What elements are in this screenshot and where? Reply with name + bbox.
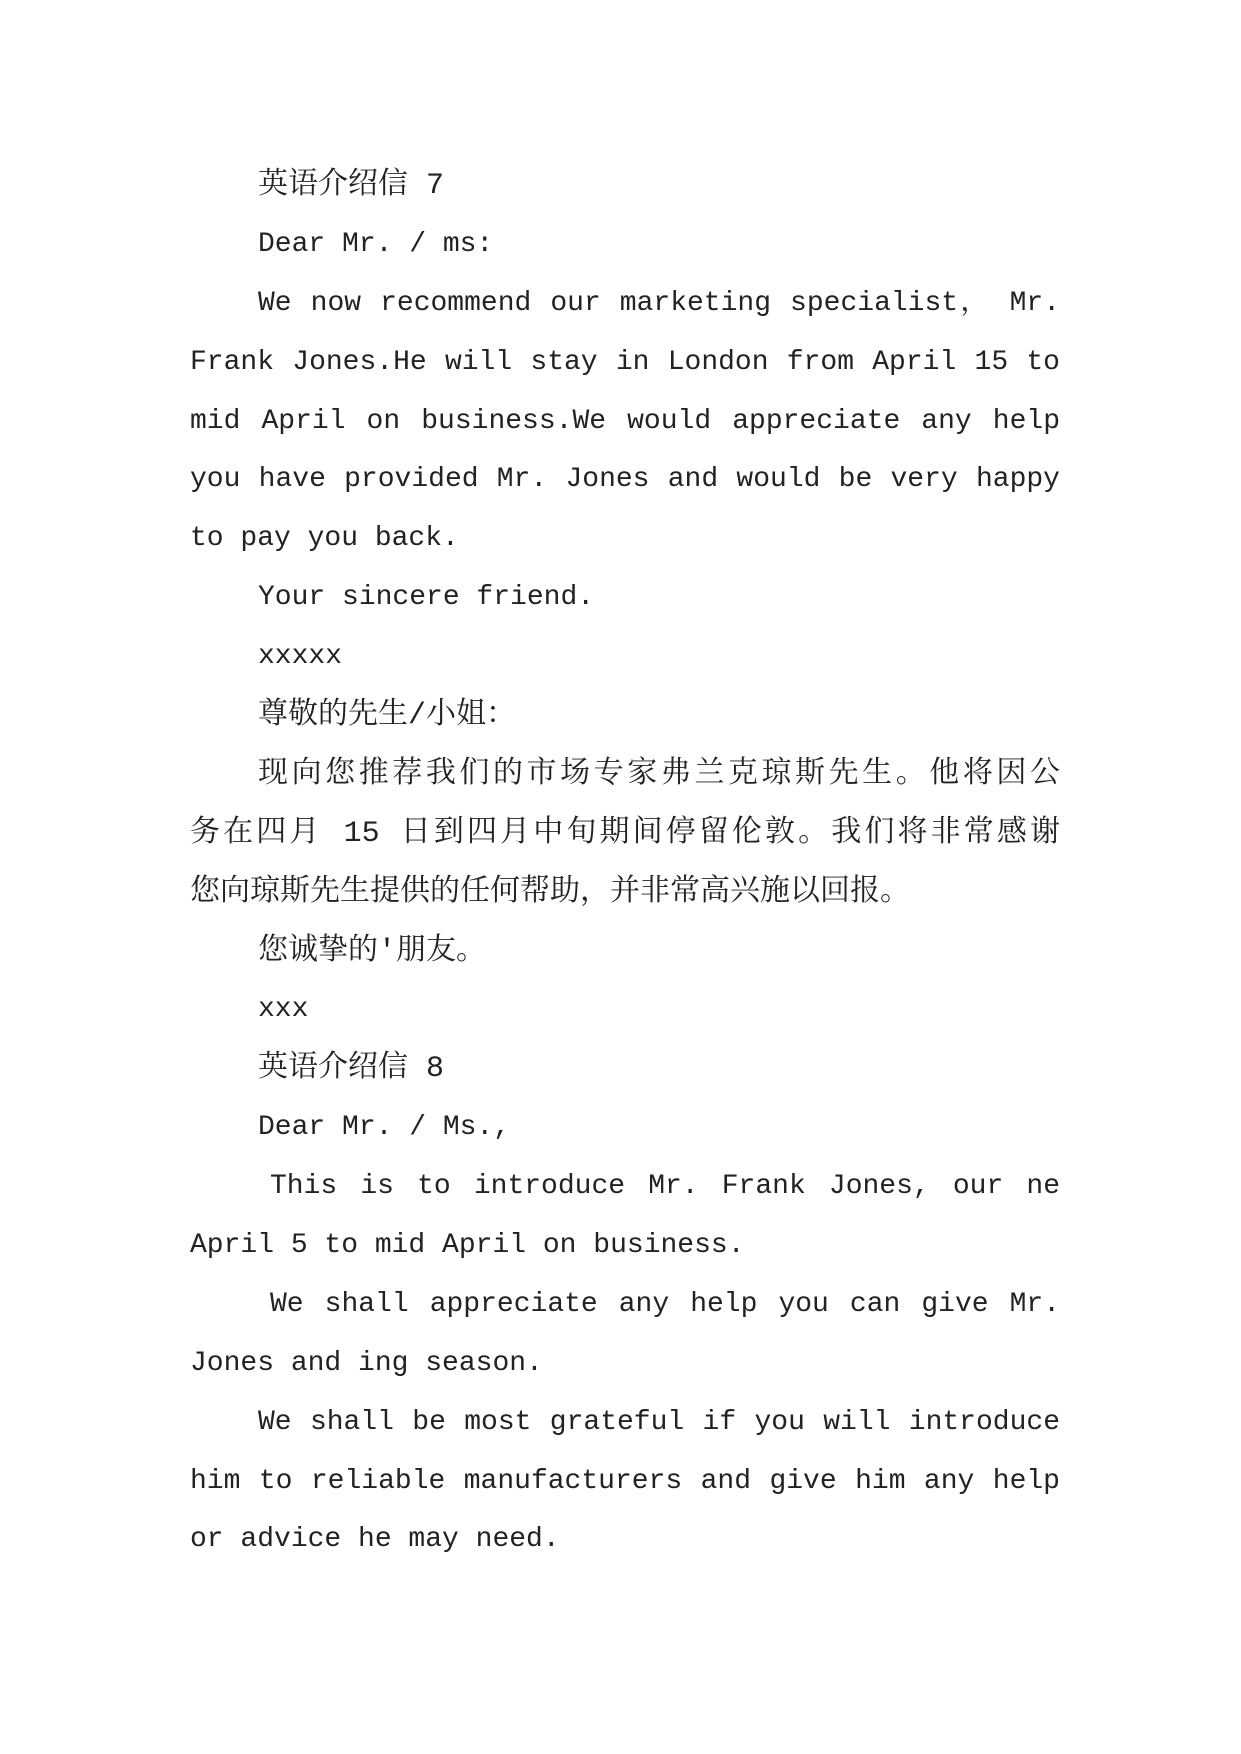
- letter-7-english-closing: Your sincere friend.: [258, 582, 595, 614]
- letter-7-heading: 英语介绍信 7: [258, 169, 445, 203]
- letter-8-heading: 英语介绍信 8: [258, 1052, 445, 1087]
- letter-8-body-line: We shall be most grateful if you will introduce: [258, 1406, 1060, 1438]
- text-column: [190, 157, 1060, 1570]
- letter-7-english-body-line: mid April on business.We would appreciate any help: [190, 405, 1060, 437]
- letter-8-body-line: him to reliable manufacturers and give him any help: [190, 1465, 1060, 1497]
- letter-7-english-body-line: Frank Jones.He will stay in London from April 15 to: [190, 346, 1060, 378]
- letter-8-body-line: We shall appreciate any help you can give Mr.: [270, 1288, 1060, 1320]
- letter-8-salutation: Dear Mr. / Ms.,: [258, 1112, 511, 1144]
- letter-7-english-body-line: you have provided Mr. Jones and would be very happy: [190, 464, 1060, 496]
- letter-7-chinese-closing: 您诚挚的'朋友。: [258, 934, 487, 969]
- letter-7-english-body-line: to pay you back.: [190, 523, 459, 555]
- letter-8-body-line: This is to introduce Mr. Frank Jones, our ne: [270, 1171, 1060, 1203]
- letter-8-body-line: or advice he may need.: [190, 1524, 560, 1556]
- letter-7-english-body-line: We now recommend our marketing specialist， Mr.: [258, 287, 1060, 319]
- letter-7-english-salutation: Dear Mr. / ms:: [258, 228, 494, 260]
- letter-7-chinese-signature: xxx: [258, 994, 309, 1026]
- letter-7-chinese-body-line: 您向琼斯先生提供的任何帮助，并非常高兴施以回报。: [190, 875, 910, 910]
- letter-7-chinese-body-line: 务在四月 15 日到四月中旬期间停留伦敦。我们将非常感谢: [190, 816, 1060, 851]
- letter-7-english-signature: xxxxx: [258, 641, 343, 673]
- letter-8-body-line: Jones and ing season.: [190, 1347, 543, 1379]
- letter-7-chinese-salutation: 尊敬的先生/小姐：: [258, 699, 517, 734]
- letter-8-body-line: April 5 to mid April on business.: [190, 1230, 745, 1262]
- letter-7-chinese-body-line: 现向您推荐我们的市场专家弗兰克琼斯先生。他将因公: [258, 757, 1060, 792]
